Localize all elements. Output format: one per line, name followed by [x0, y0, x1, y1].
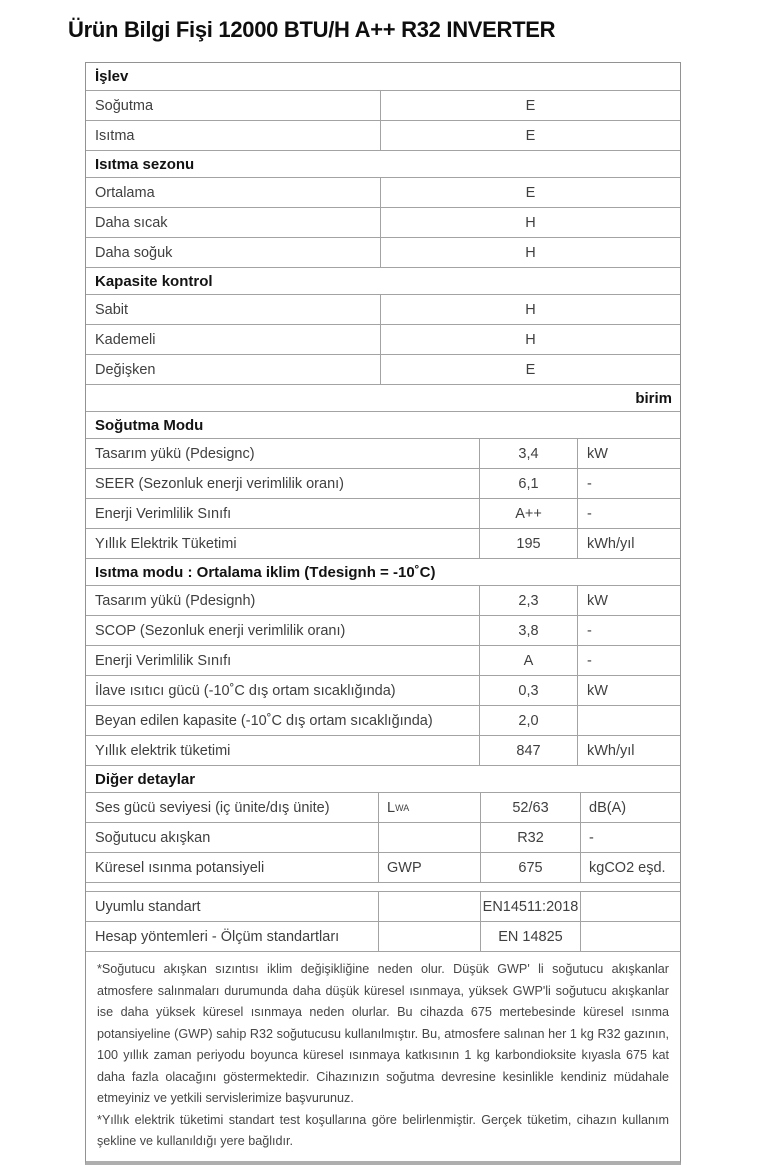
row-label: Kademeli	[95, 331, 156, 348]
row-label: SCOP (Sezonluk enerji verimlilik oranı)	[95, 622, 346, 639]
row-seer	[86, 468, 680, 498]
row-ilave-isitici	[86, 675, 680, 705]
row-scop	[86, 615, 680, 645]
row-label: Daha sıcak	[95, 214, 168, 231]
row-value: R32	[480, 823, 580, 852]
row-value: EN 14825	[480, 922, 580, 951]
row-daha-soguk	[86, 237, 680, 267]
row-tasarim-yuku-c	[86, 438, 680, 468]
row-sabit	[86, 294, 680, 324]
row-unit: -	[577, 646, 680, 675]
row-unit: dB(A)	[580, 793, 680, 822]
row-unit: -	[577, 616, 680, 645]
row-value: E	[380, 355, 680, 384]
row-isitma	[86, 120, 680, 150]
row-value: A	[479, 646, 577, 675]
row-label: Beyan edilen kapasite (-10˚C dış ortam sıcaklığında)	[95, 712, 433, 729]
row-symbol: GWP	[378, 853, 480, 882]
row-unit: kW	[577, 439, 680, 468]
row-gwp	[86, 852, 680, 882]
row-value: H	[380, 208, 680, 237]
unit-column-header: birim	[86, 384, 680, 411]
row-unit	[580, 892, 680, 921]
row-label: Uyumlu standart	[95, 898, 201, 915]
row-value: 0,3	[479, 676, 577, 705]
row-yillik-tuketim-c	[86, 528, 680, 558]
row-unit: kW	[577, 586, 680, 615]
row-value: 3,4	[479, 439, 577, 468]
table-section-gap	[86, 882, 680, 891]
row-value: 52/63	[480, 793, 580, 822]
row-label: Soğutma	[95, 97, 154, 114]
row-ses-gucu	[86, 792, 680, 822]
row-label: Soğutucu akışkan	[95, 829, 211, 846]
row-value: 6,1	[479, 469, 577, 498]
footnote-refrigerant: *Soğutucu akışkan sızıntısı iklim değişikliğine neden olur. Düşük GWP' li soğutucu akışkanlar atmosfere salınmaları durumunda daha düşük küresel ısınmaya, yüksek GWP'li soğutucu akışkanlar ise daha yüksek küresel ısınmaya neden olurlar. Bu cihazda 675 mertebesinde küresel ısınma potansiyeline (GWP) sahip R32 soğutucusu kullanılmıştır. Bu, atmosfere salınan her 1 kg R32 gazının, 100 yıllık zaman periyodu boyunca küresel ısınmaya katkısının 1 kg karbondioksite kıyasla 675 kat daha fazla olacağını göstermektedir. Cihazınızın soğutma devresine kesinlikle kendiniz müdahale etmeyiniz ve yetkili servislerimize başvurunuz.	[97, 962, 669, 1105]
row-value: E	[380, 91, 680, 120]
row-label: Enerji Verimlilik Sınıfı	[95, 505, 232, 522]
footnotes	[86, 951, 680, 1161]
row-value: H	[380, 325, 680, 354]
page-title: Ürün Bilgi Fişi 12000 BTU/H A++ R32 INVERTER	[68, 17, 556, 42]
row-value: 195	[479, 529, 577, 558]
row-hesap-yontemleri	[86, 921, 680, 951]
product-fiche-table	[85, 62, 681, 1165]
row-sogutucu-akiskan	[86, 822, 680, 852]
row-unit	[577, 706, 680, 735]
row-value: 847	[479, 736, 577, 765]
row-enerji-sinifi-h	[86, 645, 680, 675]
section-header-isitma-sezonu: Isıtma sezonu	[86, 150, 680, 177]
row-unit: kWh/yıl	[577, 736, 680, 765]
row-label: Küresel ısınma potansiyeli	[95, 859, 265, 876]
section-header-diger-detaylar: Diğer detaylar	[86, 765, 680, 792]
row-label: Tasarım yükü (Pdesignc)	[95, 445, 255, 462]
row-label: Yıllık elektrik tüketimi	[95, 742, 231, 759]
row-value: H	[380, 238, 680, 267]
row-unit: -	[580, 823, 680, 852]
row-symbol: L WA	[378, 793, 480, 822]
row-unit: kWh/yıl	[577, 529, 680, 558]
section-header-kapasite-kontrol: Kapasite kontrol	[86, 267, 680, 294]
row-label: Ortalama	[95, 184, 155, 201]
row-label: Ses gücü seviyesi (iç ünite/dış ünite)	[95, 799, 330, 816]
row-label: Sabit	[95, 301, 129, 318]
row-tasarim-yuku-h	[86, 585, 680, 615]
row-label: Hesap yöntemleri - Ölçüm standartları	[95, 928, 340, 945]
row-value: 3,8	[479, 616, 577, 645]
row-value: E	[380, 121, 680, 150]
row-symbol	[378, 922, 480, 951]
row-label: Değişken	[95, 361, 156, 378]
section-header-isitma-modu: Isıtma modu : Ortalama iklim (Tdesignh = -10˚C)	[86, 558, 680, 585]
row-degisken	[86, 354, 680, 384]
row-enerji-sinifi-c	[86, 498, 680, 528]
row-label: Yıllık Elektrik Tüketimi	[95, 535, 237, 552]
row-uyumlu-standart	[86, 891, 680, 921]
row-value: 2,0	[479, 706, 577, 735]
row-unit: -	[577, 499, 680, 528]
row-kademeli	[86, 324, 680, 354]
row-symbol	[378, 892, 480, 921]
row-label: Daha soğuk	[95, 244, 173, 261]
row-label: Tasarım yükü (Pdesignh)	[95, 592, 256, 609]
row-unit	[580, 922, 680, 951]
section-header-sogutma-modu: Soğutma Modu	[86, 411, 680, 438]
row-value: A++	[479, 499, 577, 528]
row-label: Isıtma	[95, 127, 135, 144]
row-value: 675	[480, 853, 580, 882]
row-unit: -	[577, 469, 680, 498]
row-daha-sicak	[86, 207, 680, 237]
section-header-islev: İşlev	[95, 68, 129, 85]
row-label: Enerji Verimlilik Sınıfı	[95, 652, 232, 669]
row-value: EN14511:2018	[480, 892, 580, 921]
row-value: H	[380, 295, 680, 324]
row-beyan-kapasite	[86, 705, 680, 735]
row-symbol	[378, 823, 480, 852]
row-yillik-tuketim-h	[86, 735, 680, 765]
row-sogutma	[86, 90, 680, 120]
row-value: E	[380, 178, 680, 207]
row-unit: kgCO2 eşd.	[580, 853, 680, 882]
row-ortalama	[86, 177, 680, 207]
footnote-consumption: *Yıllık elektrik tüketimi standart test koşullarına göre belirlenmiştir. Gerçek tüketim, cihazın kullanım şekline ve kullanıldığı yere bağlıdır.	[97, 1112, 669, 1148]
row-label: İlave ısıtıcı gücü (-10˚C dış ortam sıcaklığında)	[95, 682, 396, 699]
row-value: 2,3	[479, 586, 577, 615]
row-label: SEER (Sezonluk enerji verimlilik oranı)	[95, 475, 344, 492]
row-unit: kW	[577, 676, 680, 705]
